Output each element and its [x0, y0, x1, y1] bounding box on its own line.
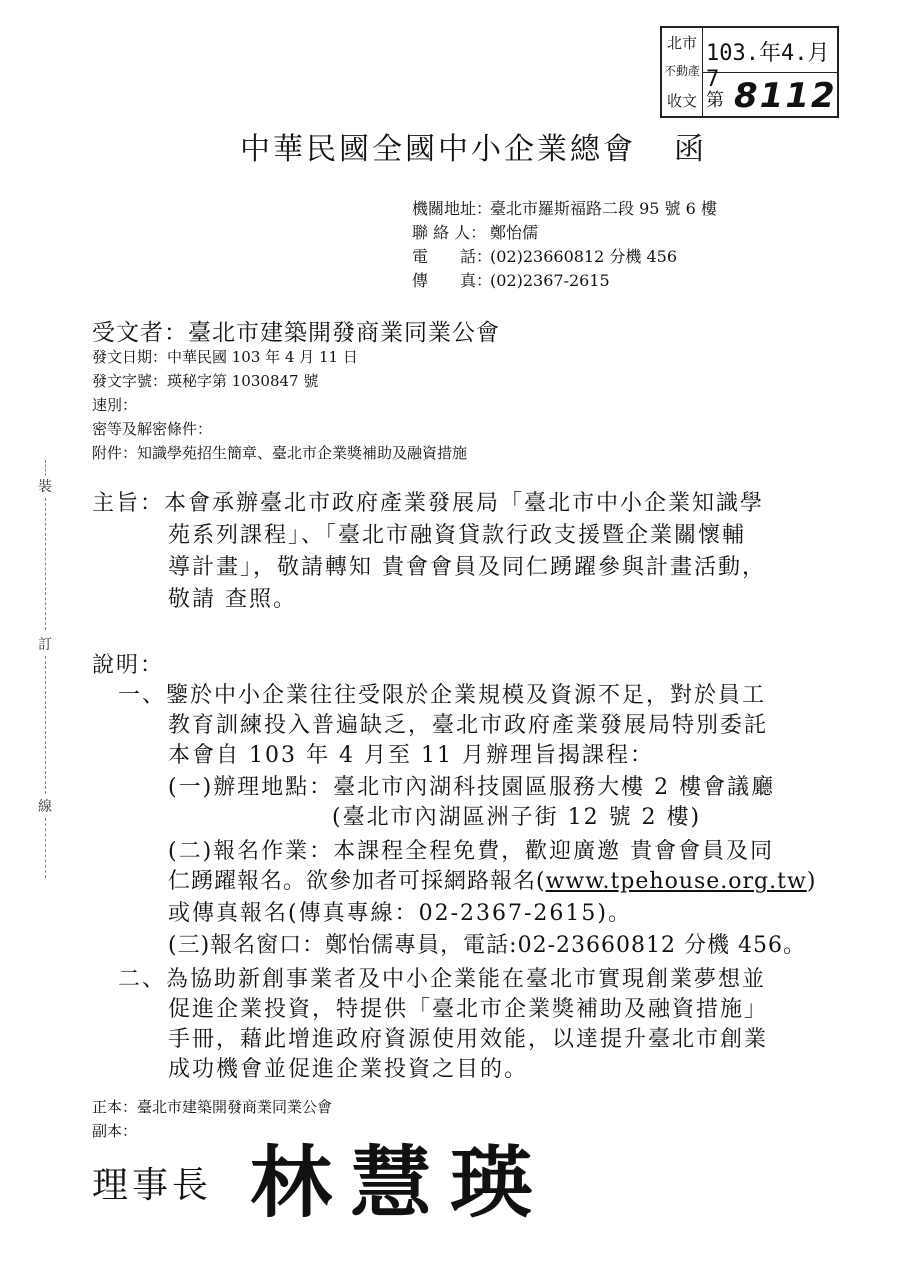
doc-number: 發文字號：瑛秘字第 1030847 號	[92, 372, 319, 390]
item1-line-2: 教育訓練投入普遍缺乏，臺北市政府產業發展局特別委託	[168, 713, 769, 738]
original-recipient: 正本：臺北市建築開發商業同業公會	[92, 1098, 333, 1116]
sub1-line-1: (一)辦理地點：臺北市內湖科技園區服務大樓 2 樓會議廳	[168, 775, 776, 800]
org-title: 中華民國全國中小企業總會	[240, 132, 636, 167]
sub2-line-3: 或傳真報名(傳真專線：02-2367-2615)。	[168, 901, 633, 926]
explanation-heading: 說明：	[92, 653, 165, 678]
sub1-line-2: (臺北市內湖區洲子街 12 號 2 樓)	[332, 805, 702, 830]
item2-line-2: 促進企業投資，特提供「臺北市企業獎補助及融資措施」	[168, 997, 769, 1022]
sender-phone: 電 話：(02)23660812 分機 456	[412, 247, 677, 266]
receipt-stamp	[660, 26, 839, 118]
sub2-line-2: 仁踴躍報名。欲參加者可採網路報名(www.tpehouse.org.tw)	[168, 869, 817, 894]
subject-line-4: 敬請 查照。	[168, 587, 297, 612]
stamp-label-line3: 收文	[666, 92, 697, 110]
subject-line-3: 導計畫」，敬請轉知 貴會會員及同仁踴躍參與計畫活動，	[168, 555, 766, 580]
margin-bind-3: 線	[38, 799, 52, 815]
item1-line-1: 一、鑒於中小企業往往受限於企業規模及資源不足，對於員工	[118, 683, 767, 708]
margin-bind-1: 裝	[38, 479, 52, 495]
signatory-title: 理事長	[92, 1165, 213, 1206]
stamp-label-line1: 北市	[666, 34, 697, 52]
item2-line-3: 手冊，藉此增進政府資源使用效能，以達提升臺北市創業	[168, 1027, 769, 1052]
item2-line-4: 成功機會並促進企業投資之目的。	[168, 1057, 529, 1082]
stamp-label-cell	[662, 28, 703, 116]
stamp-date: 103.年4.月7	[706, 41, 830, 92]
signatory-name: 林慧瑛	[250, 1137, 551, 1229]
sender-fax: 傳 真：(02)2367-2615	[412, 271, 610, 290]
copy-recipient: 副本：	[92, 1122, 138, 1140]
letter-title	[240, 124, 707, 168]
item2-line-1: 二、為協助新創事業者及中小企業能在臺北市實現創業夢想並	[118, 967, 767, 992]
registration-url[interactable]: www.tpehouse.org.tw	[545, 869, 807, 894]
sender-address: 機關地址：臺北市羅斯福路二段 95 號 6 樓	[412, 199, 717, 218]
subject-line-1: 主旨：本會承辦臺北市政府產業發展局「臺北市中小企業知識學	[92, 491, 765, 516]
sender-contact: 聯 絡 人： 鄭怡儒	[412, 223, 539, 242]
sub3-line-1: (三)報名窗口：鄭怡儒專員，電話:02-23660812 分機 456。	[168, 933, 806, 958]
sub2-line-1: (二)報名作業：本課程全程免費，歡迎廣邀 貴會會員及同	[168, 839, 775, 864]
issue-date: 發文日期：中華民國 103 年 4 月 11 日	[92, 348, 358, 366]
subject-line-2: 苑系列課程」、「臺北市融資貸款行政支援暨企業關懷輔	[168, 523, 747, 548]
attachment: 附件：知識學苑招生簡章、臺北市企業獎補助及融資措施	[92, 444, 468, 462]
stamp-number: 8112	[734, 76, 837, 116]
margin-bind-2: 訂	[38, 637, 52, 653]
doc-type: 函	[674, 132, 707, 167]
secrecy: 密等及解密條件：	[92, 420, 213, 438]
item1-line-3: 本會自 103 年 4 月至 11 月辦理旨揭課程：	[168, 743, 654, 768]
speed: 速別：	[92, 396, 138, 414]
stamp-label-line2: 不動產	[664, 64, 701, 78]
stamp-number-prefix: 第	[706, 90, 724, 111]
recipient: 受文者：臺北市建築開發商業同業公會	[92, 320, 500, 346]
